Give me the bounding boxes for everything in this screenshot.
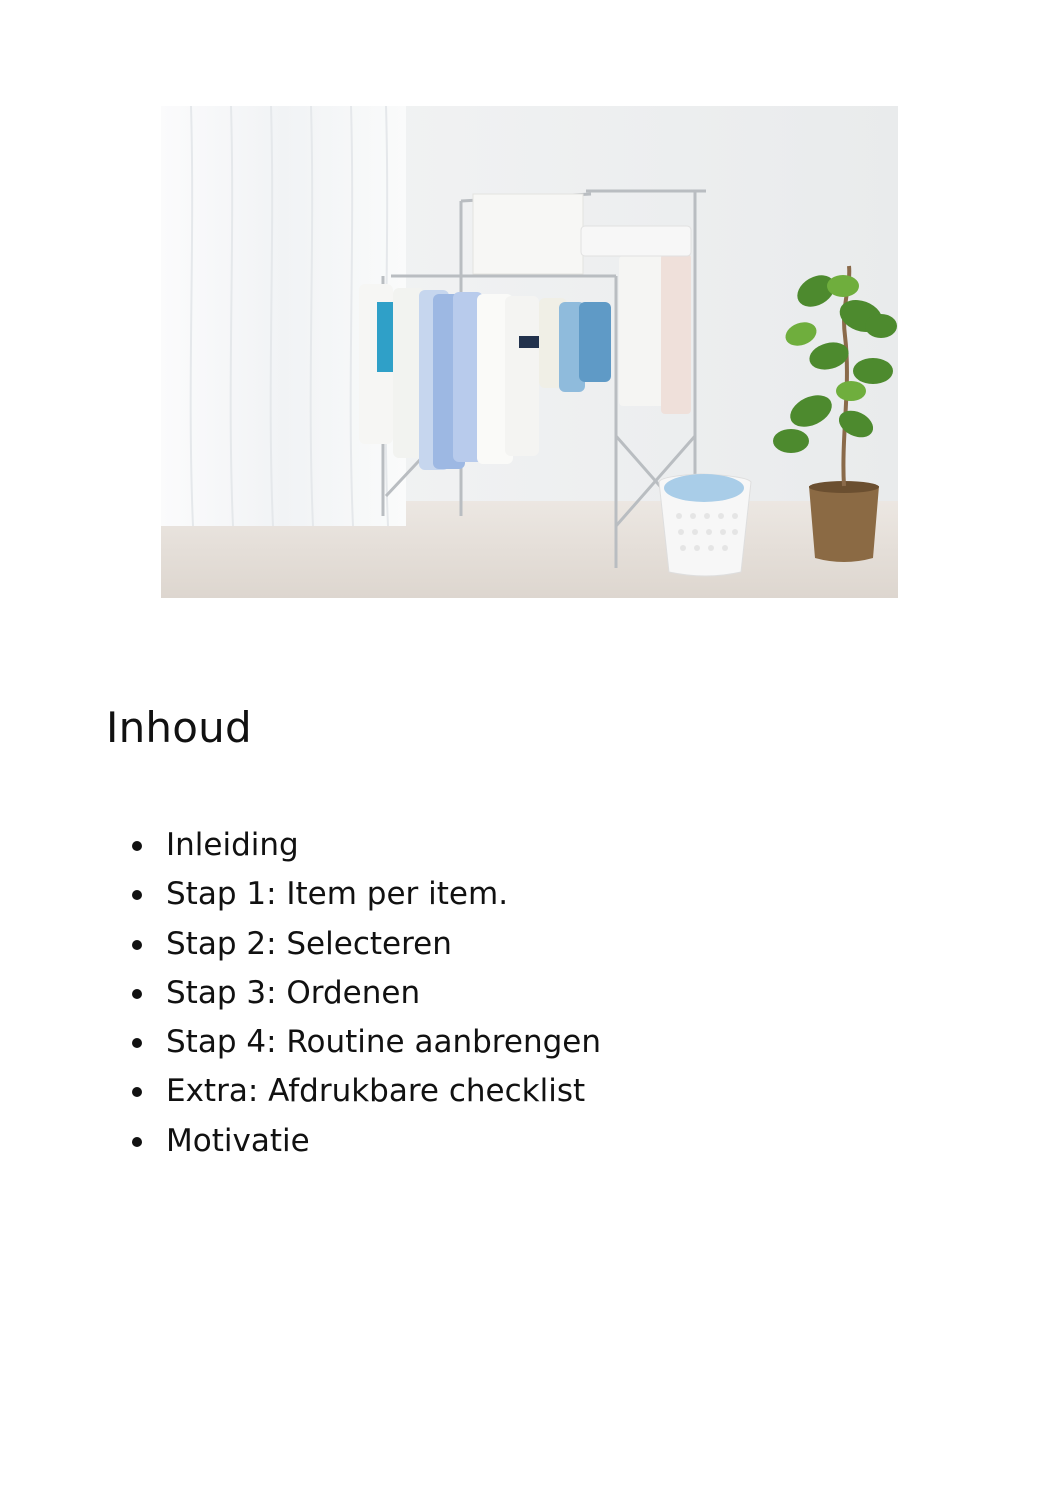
toc-item-label: Stap 2: Selecteren	[166, 925, 452, 962]
bullet-icon	[132, 1137, 142, 1147]
bullet-icon	[132, 940, 142, 950]
toc-item-label: Stap 4: Routine aanbrengen	[166, 1024, 601, 1061]
toc-item-label: Inleiding	[166, 827, 299, 863]
toc-item-label: Extra: Afdrukbare checklist	[166, 1073, 586, 1110]
toc-item	[128, 920, 601, 969]
toc-item-label: Stap 3: Ordenen	[166, 974, 421, 1011]
toc-item	[128, 969, 601, 1018]
toc-item	[128, 821, 601, 870]
toc-item	[128, 870, 601, 919]
toc-item	[128, 1117, 601, 1166]
toc-item-label: Motivatie	[166, 1122, 310, 1159]
toc-item	[128, 1067, 601, 1116]
table-of-contents	[128, 821, 601, 1166]
toc-item-label: Stap 1: Item per item.	[166, 876, 509, 913]
bullet-icon	[132, 890, 142, 900]
cover-photo-drying-rack	[161, 106, 898, 598]
bullet-icon	[132, 1087, 142, 1097]
page-title: Inhoud	[106, 703, 252, 752]
bullet-icon	[132, 841, 142, 851]
bullet-icon	[132, 989, 142, 999]
toc-item	[128, 1018, 601, 1067]
bullet-icon	[132, 1038, 142, 1048]
